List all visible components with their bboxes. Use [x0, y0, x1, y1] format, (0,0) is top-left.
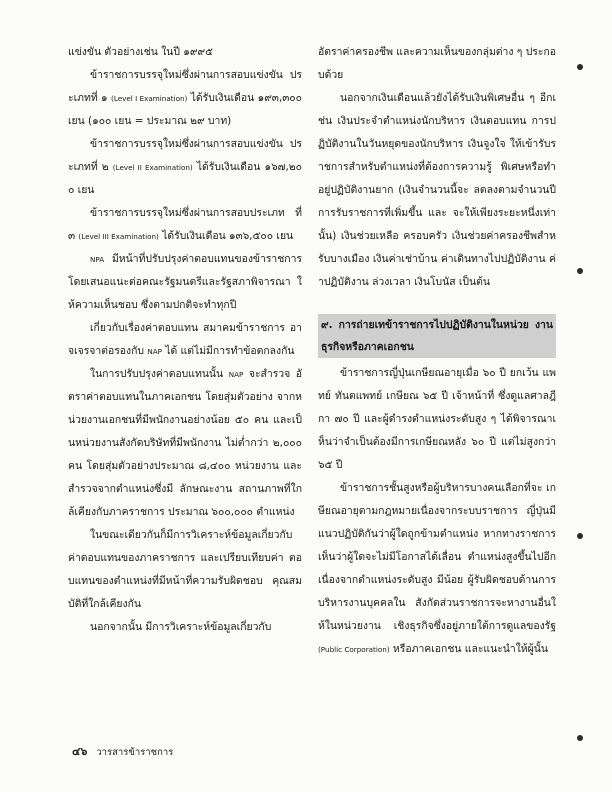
binder-hole — [577, 533, 583, 539]
paragraph: นอกจากนั้น มีการวิเคราะห์ข้อมูลเกี่ยวกับ — [90, 621, 272, 633]
paragraph — [68, 133, 302, 202]
binder-hole — [577, 268, 583, 274]
english-term: (Level III Examination) — [78, 232, 159, 241]
paragraph — [68, 202, 302, 248]
english-term: NAP — [228, 370, 244, 379]
paragraph — [68, 64, 302, 133]
english-term: (Public Corporation) — [318, 645, 390, 654]
paragraph: นอกจากเงินเดือนแล้วยังได้รับเงินพิเศษอื่น ๆ อีกเช่น เงินประจำตำแหน่งนักบริหาร เงินตอบแทน การปฏิบัติงานในวันหยุดของนักบริหาร เงินจูงใจ ให้เข้ารับราชการสำหรับตำแหน่งที่ต้องการความรู้ พิเศษหรือทำอยู่ปฏิบัติงานยาก (เงินจำนวนนี้จะ ลดลงตามจำนวนปีการรับราชการที่เพิ่มขึ้น และ จะให้เพียงระยะหนึ่งเท่านั้น) เงินช่วยเหลือ ครอบครัว เงินช่วยค่าครองชีพสำหรับบางเมือง เงินค่าเช่าบ้าน ค่าเดินทางไปปฏิบัติงาน ค่าปฏิบัติงาน ล่วงเวลา เงินโบนัส เป็นต้น — [318, 92, 556, 288]
paragraph: อัตราค่าครองชีพ และความเห็นของกลุ่มต่าง ๆ ประกอบด้วย — [318, 46, 556, 81]
text-run: จะสำรวจ อัตราค่าตอบแทนในภาคเอกชน โดยสุ่มตัวอย่าง จากหน่วยงานเอกชนที่มีพนักงานอย่างน้อย ๕๐ คน และเป็นหน่วยงานสังกัดบริษัทที่มีพนักงาน ไม่ต่ำกว่า ๒,๐๐๐ คน โดยสุ่มตัวอย่างประมาณ ๘,๔๐๐ หน่วยงาน และสำรวจจากตำแหน่งซึ่งมี ลักษณะงาน สถานภาพที่ใกล้เคียงกับภาคราชการ ประมาณ ๖๐๐,๐๐๐ ตำแหน่ง — [68, 368, 303, 518]
left-column — [68, 41, 302, 639]
paragraph — [68, 363, 302, 524]
right-column — [318, 41, 556, 661]
paragraph: ข้าราชการญี่ปุ่นเกษียณอายุเมื่อ ๖๐ ปี ยกเว้น แพทย์ ทันตแพทย์ เกษียณ ๖๕ ปี เจ้าหน้าที่ ซึ่งดูแลศาลฎีกา ๗๐ ปี และผู้ดำรงตำแหน่งระดับสูง ๆ ได้พิจารณาเห็นว่าจำเป็นต้องมีการเกษียณหลัง ๖๐ ปี แต่ไม่สูงกว่า ๖๕ ปี — [318, 367, 556, 471]
text-run: ได้รับเงินเดือน ๑๓๖,๕๐๐ เยน — [158, 230, 294, 242]
text-run: ข้าราชการบรรจุใหม่ซึ่งผ่านการสอบแข่งขัน ประเภทที่ ๑ — [68, 69, 302, 104]
text-run: มีหน้าที่ปรับปรุงค่าตอบแทนของข้าราชการ โดยเสนอแนะต่อคณะรัฐมนตรีและรัฐสภาพิจารณา ให้ความเห็นชอบ ซึ่งตามปกติจะทำทุกปี — [68, 253, 302, 311]
english-term: NPA — [90, 255, 105, 264]
section-heading: ๙. การถ่ายเทข้าราชการไปปฏิบัติงานในหน่วย งานธุรกิจหรือภาคเอกชน — [318, 314, 556, 358]
text-run: ข้าราชการชั้นสูงหรือผู้บริหารบางคนเลือกที่จะ เกษียณอายุตามกฎหมายเนื่องจากระบบราชการ ญี่ปุ่นมีแนวปฏิบัติกันว่าผู้ใดถูกข้ามตำแหน่ง หากทางราชการเห็นว่าผู้ใดจะไม่มีโอกาสได้เลื่อน ตำแหน่งสูงขึ้นไปอีก เนื่องจากตำแหน่งระดับสูง มีน้อย ผู้รับผิดชอบด้านการบริหารงานบุคคลใน สังกัดส่วนราชการจะหางานอื่นให้ในหน่วยงาน เชิงธุรกิจซึ่งอยู่ภายใต้การดูแลของรัฐ — [318, 482, 556, 632]
english-term: (Level I Examination) — [111, 94, 188, 103]
paragraph: แข่งขัน ตัวอย่างเช่น ในปี ๑๙๙๕ — [68, 46, 213, 58]
page-number: ๔๖ — [72, 745, 88, 758]
text-run: ข้าราชการบรรจุใหม่ซึ่งผ่านการสอบแข่งขัน ประเภทที่ ๒ — [68, 138, 302, 173]
text-run: ได้รับเงินเดือน ๑๙๓,๓๐๐ เยน (๑๐๐ เยน = ประมาณ ๒๙ บาท) — [68, 92, 302, 127]
paragraph — [68, 317, 302, 363]
text-run: ได้รับเงินเดือน ๑๖๗,๒๐๐ เยน — [68, 161, 302, 196]
page-footer — [72, 742, 173, 760]
binder-hole — [577, 64, 583, 70]
english-term: (Level II Examination) — [112, 163, 193, 172]
english-term: NAP — [147, 347, 162, 356]
paragraph — [318, 477, 556, 661]
text-run: ในการปรับปรุงค่าตอบแทนนั้น — [90, 368, 229, 380]
text-run: หรือภาคเอกชน และแนะนำให้ผู้นั้น — [389, 643, 548, 655]
paragraph: ในขณะเดียวกันก็มีการวิเคราะห์ข้อมูลเกี่ยวกับ ค่าตอบแทนของภาคราชการ และเปรียบเทียบค่า ตอบแทนของตำแหน่งที่มีหน้าที่ความรับผิดชอบ คุณสมบัติที่ใกล้เคียงกัน — [68, 529, 302, 610]
publication-name: วารสารข้าราชการ — [96, 747, 174, 758]
binder-hole — [577, 735, 583, 741]
text-run: ข้าราชการบรรจุใหม่ซึ่งผ่านการสอบประเภท ที่ ๓ — [68, 207, 302, 242]
paragraph — [68, 248, 302, 317]
text-run: เกี่ยวกับเรื่องค่าตอบแทน สมาคมข้าราชการ อาจเจรจาต่อรองกับ — [68, 322, 302, 357]
text-run: ได้ แต่ไม่มีการทำข้อตกลงกัน — [161, 345, 295, 357]
